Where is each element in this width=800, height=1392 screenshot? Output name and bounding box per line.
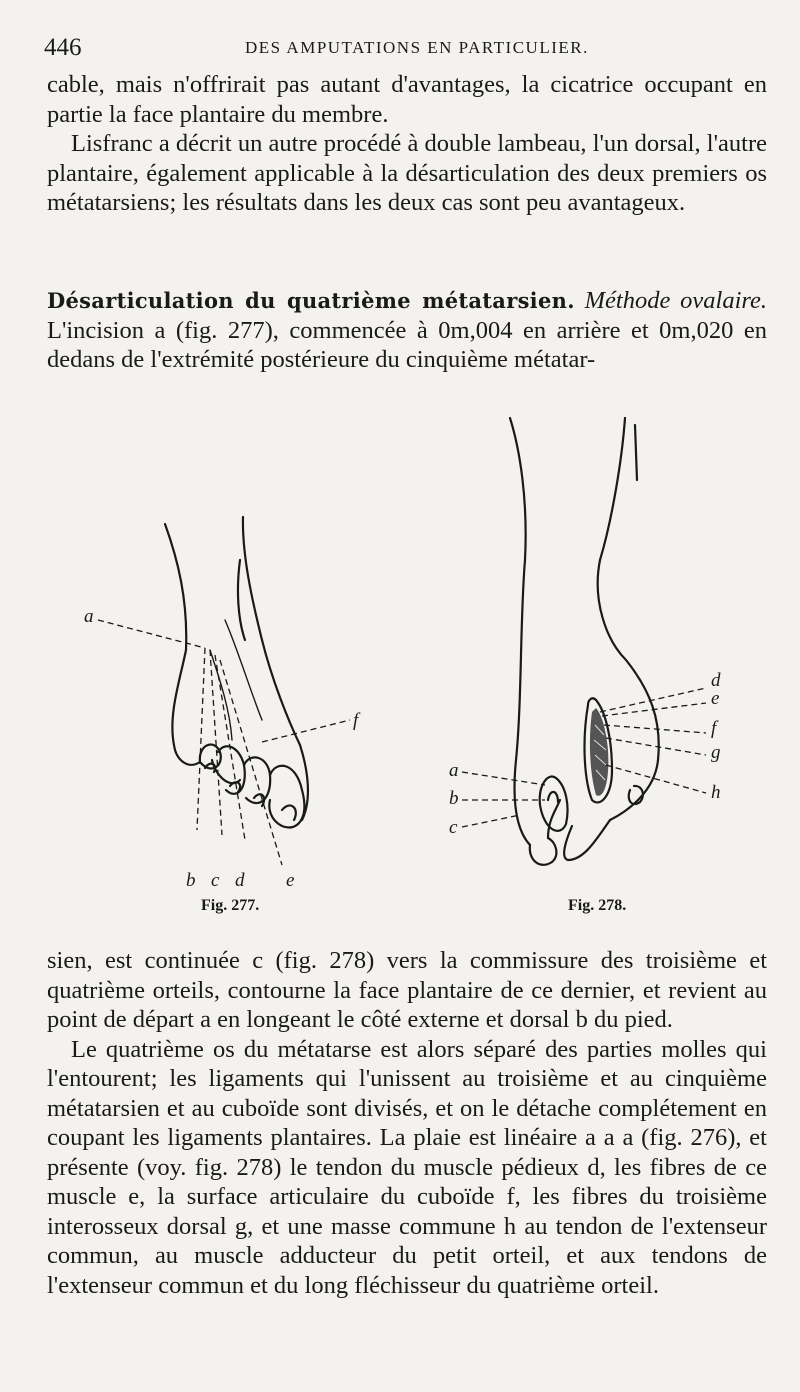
paragraph-2: Lisfranc a décrit un autre procédé à double lambeau, l'un dorsal, l'autre plantaire, également applicable à la désarticulation des deux premiers os métatarsiens; les résultats dans les deux cas sont peu avantageux. [47,130,767,216]
text-block-bottom [47,946,767,1300]
running-title: DES AMPUTATIONS EN PARTICULIER. [245,38,589,57]
fig277-label-c: c [211,870,220,891]
section-method: Méthode ovalaire. [584,287,768,314]
fig277-label-a: a [84,606,94,627]
section-heading: Désarticulation du quatrième métatarsien. [47,288,575,313]
fig278-label-h: h [711,782,721,803]
fig278-label-d: d [711,670,721,691]
fig277-caption: Fig. 277. [201,897,260,914]
fig278-label-c: c [449,817,458,838]
paragraph-4: sien, est continuée c (fig. 278) vers la commissure des troisième et quatrième orteils, contourne la face plantaire de ce dernier, et revient au point de départ a en longeant le côté externe et dorsal b du pied. [47,947,767,1033]
page-number: 446 [44,34,82,61]
fig278-label-b: b [449,788,459,809]
fig278-caption: Fig. 278. [568,897,627,914]
fig278-label-g: g [711,742,721,763]
paragraph-1: cable, mais n'offrirait pas autant d'avantages, la cicatrice occupant en partie la face plantaire du membre. [47,71,767,128]
paragraph-5: Le quatrième os du métatarse est alors séparé des parties molles qui l'entourent; les ligaments qui l'unissent au troisième et au cinquième métatarsien et au cuboïde sont divisés, et on le détache complétement en coupant les ligaments plantaires. La plaie est linéaire a a a (fig. 276), et présente (voy. fig. 278) le tendon du muscle pédieux d, les fibres de ce muscle e, la surface articulaire du cuboïde f, les fibres du troisième interosseux dorsal g, et une masse commune h au tendon de l'extenseur commun, au muscle adducteur du petit orteil, et aux tendons de l'extenseur commun et du long fléchisseur du quatrième orteil. [47,1035,767,1299]
fig278-label-a: a [449,760,459,781]
fig277-label-f: f [353,710,359,731]
section-text: L'incision a (fig. 277), commencée à 0m,004 en arrière et 0m,020 en dedans de l'extrémité postérieure du cinquième métatar- [47,316,767,373]
fig278-label-f: f [711,718,717,739]
fig277-label-b: b [186,870,196,891]
fig277-label-d: d [235,870,245,891]
fig277-label-e: e [286,870,295,891]
fig278-label-e: e [711,688,720,709]
